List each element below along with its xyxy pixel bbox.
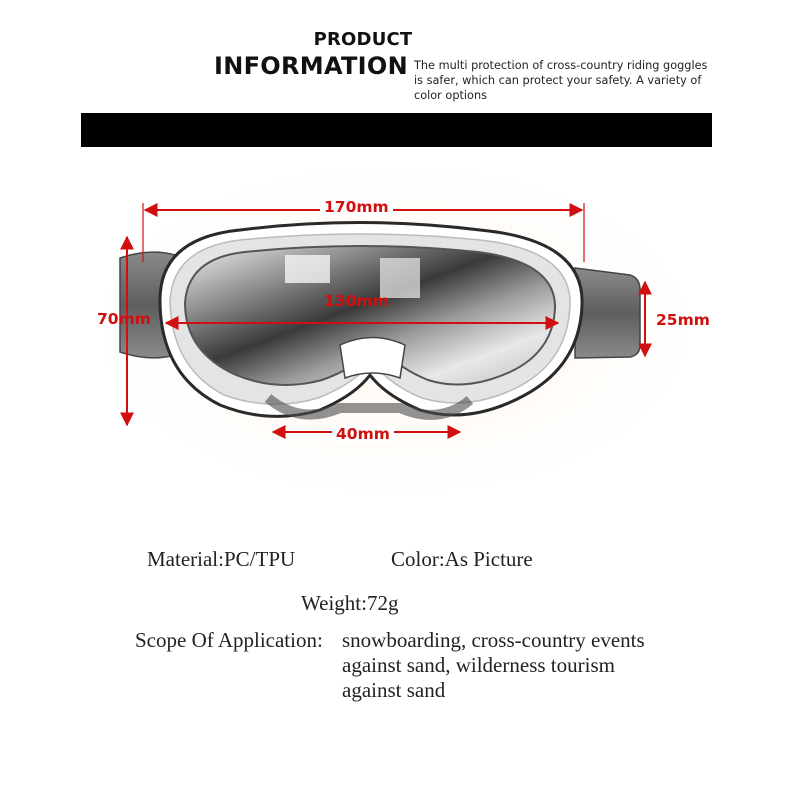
- spec-material: Material:PC/TPU: [147, 547, 296, 571]
- dimension-lens-width: 130mm: [324, 292, 389, 310]
- spec-color: Color:As Picture: [391, 547, 533, 571]
- header-description: The multi protection of cross-country riding goggles is safer, which can protect your safety. A variety of color options: [414, 59, 708, 102]
- header-title-information: INFORMATION: [214, 52, 408, 80]
- goggles-photo: [0, 150, 800, 550]
- dimension-strap-width: 25mm: [656, 311, 710, 329]
- nose-bridge: [340, 338, 405, 379]
- spec-scope-label: Scope Of Application:: [135, 628, 323, 652]
- header-title-product: PRODUCT: [313, 29, 413, 50]
- dimension-overall-width: 170mm: [320, 198, 393, 216]
- dimension-height: 70mm: [97, 310, 151, 328]
- spec-weight: Weight:72g: [301, 591, 399, 615]
- spec-scope-value: [342, 628, 645, 703]
- spec-scope-line: snowboarding, cross-country events: [342, 628, 645, 652]
- dimension-nose-width: 40mm: [332, 425, 394, 443]
- header-divider-bar: [81, 113, 712, 147]
- lens-reflection: [285, 255, 330, 283]
- spec-scope-line: against sand: [342, 678, 446, 702]
- spec-scope-line: against sand, wilderness tourism: [342, 653, 615, 677]
